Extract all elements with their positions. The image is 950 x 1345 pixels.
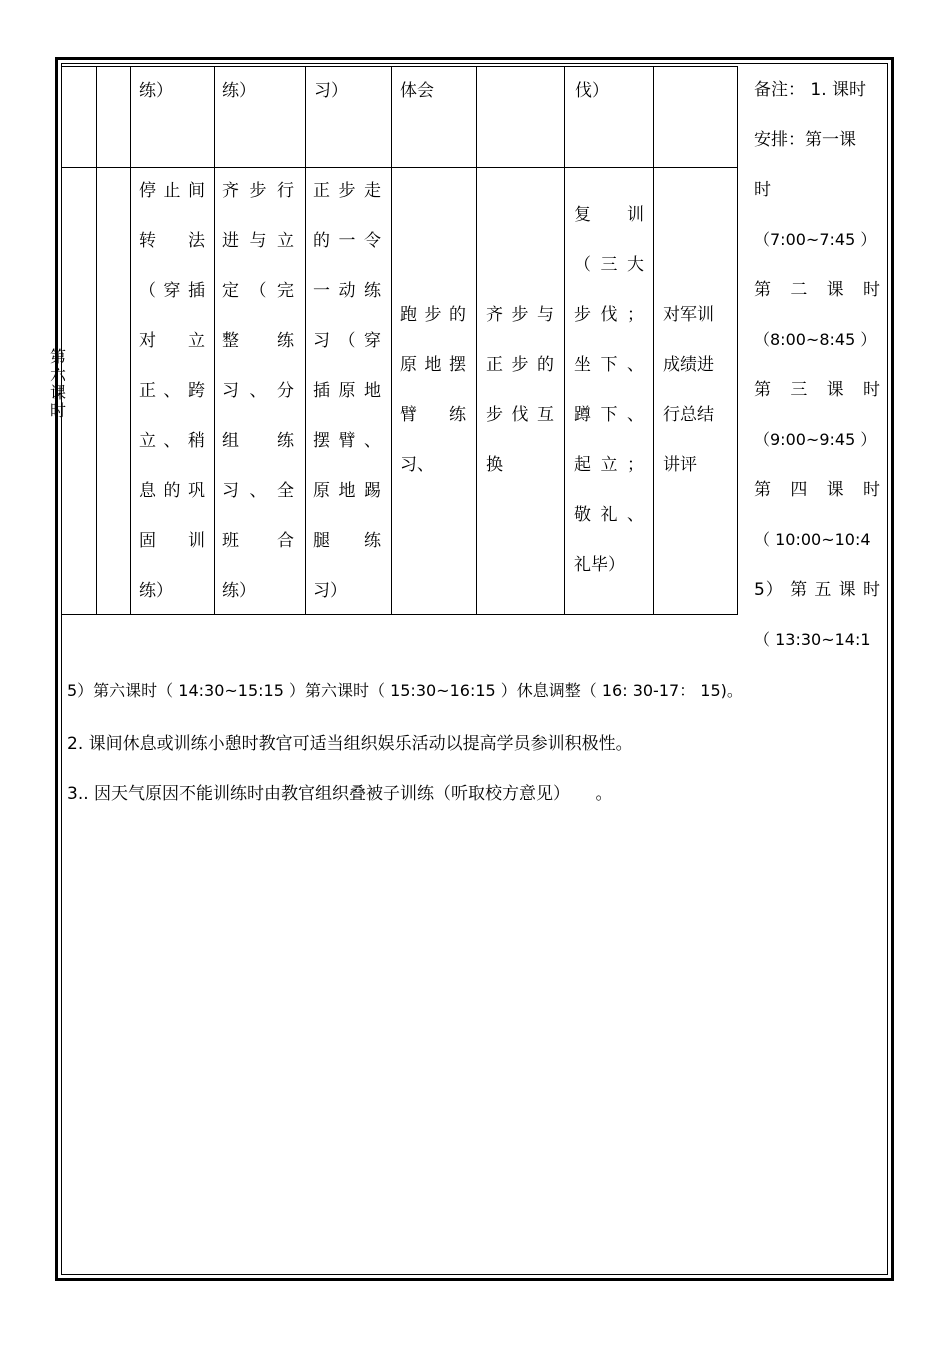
cell-line: 成绩进 xyxy=(663,355,714,375)
cell-line: 敬礼、 xyxy=(574,505,644,525)
grid-line xyxy=(476,66,477,614)
cell-line: 蹲下、 xyxy=(574,405,644,425)
cell-line: 习、全 xyxy=(222,481,294,501)
notes-line: （9:00~9:45 ） xyxy=(754,430,877,449)
cell-line: 停止间 xyxy=(139,181,205,201)
cell-line: 起立； xyxy=(574,455,644,475)
grid-line xyxy=(391,66,392,614)
cell-line: 讲评 xyxy=(663,455,697,475)
cell-line: 原地踢 xyxy=(313,481,381,501)
cell-line: 组 练 xyxy=(222,431,294,451)
cell-line: 习、分 xyxy=(222,381,294,401)
session-label xyxy=(48,348,68,420)
grid-line xyxy=(737,66,738,614)
cell-line: 插原地 xyxy=(313,381,381,401)
notes-line: 备注： 1. 课时 xyxy=(754,80,867,100)
grid-line xyxy=(96,66,97,614)
cell-line: 跑步的 xyxy=(400,305,466,325)
grid-line xyxy=(305,66,306,614)
cell-line: 练） xyxy=(139,581,173,601)
row2-cell-h xyxy=(574,190,644,590)
cell-line: 步伐互 xyxy=(486,405,554,425)
cell-line: 腿 练 xyxy=(313,531,381,551)
notes-continuation: 5）第六课时（ 14:30~15:15 ）第六课时（ 15:30~16:15 ）休息调整（ 16: 30-17： 15)。 xyxy=(67,681,743,700)
notes-item-3: 3.. 因天气原因不能训练时由教官组织叠被子训练（听取校方意见） 。 xyxy=(67,784,613,804)
cell-line: 正、跨 xyxy=(139,381,205,401)
row1-cell-d: 练） xyxy=(222,81,256,101)
notes-line: （7:00~7:45 ） xyxy=(754,230,877,249)
row1-cell-e: 习） xyxy=(314,81,348,101)
grid-line xyxy=(130,66,131,614)
notes-line: （ 10:00~10:4 xyxy=(754,530,871,549)
cell-line: 班 合 xyxy=(222,531,294,551)
cell-line: 定（完 xyxy=(222,281,294,301)
grid-line xyxy=(214,66,215,614)
cell-line: 行总结 xyxy=(663,405,714,425)
cell-line: 齐步与 xyxy=(486,305,554,325)
cell-line: 摆臂、 xyxy=(313,431,381,451)
cell-line: 对 立 xyxy=(139,331,205,351)
cell-line: 礼毕） xyxy=(574,555,625,575)
notes-line: 5） 第 五 课 时 xyxy=(754,580,880,600)
cell-line: 对军训 xyxy=(663,305,714,325)
session-label-char: 时 xyxy=(49,401,66,420)
row2-cell-f xyxy=(400,290,466,490)
cell-line: 整 练 xyxy=(222,331,294,351)
cell-line: 换 xyxy=(486,455,503,475)
grid-line xyxy=(564,66,565,614)
cell-line: 进与立 xyxy=(222,231,294,251)
cell-line: 一动练 xyxy=(313,281,381,301)
cell-line: （三大 xyxy=(574,255,644,275)
row2-cell-i xyxy=(663,290,714,490)
cell-line: 练） xyxy=(222,581,256,601)
cell-line: 习（穿 xyxy=(313,331,381,351)
notes-line: 时 xyxy=(754,180,771,200)
cell-line: （穿插 xyxy=(139,281,205,301)
notes-line: 安排：第一课 xyxy=(754,130,856,150)
grid-line xyxy=(653,66,654,614)
cell-line: 习、 xyxy=(400,455,434,475)
row1-cell-h: 伐） xyxy=(575,81,609,101)
row2-cell-c xyxy=(139,166,205,616)
row1-cell-f: 体会 xyxy=(400,81,434,101)
notes-line: 第 二 课 时 xyxy=(754,280,880,300)
cell-line: 原地摆 xyxy=(400,355,466,375)
cell-line: 臂 练 xyxy=(400,405,466,425)
notes-line: 第 四 课 时 xyxy=(754,480,880,500)
cell-line: 正步的 xyxy=(486,355,554,375)
cell-line: 固 训 xyxy=(139,531,205,551)
cell-line: 坐下、 xyxy=(574,355,644,375)
row2-cell-g xyxy=(486,290,554,490)
row2-cell-e xyxy=(313,166,381,616)
notes-line: （ 13:30~14:1 xyxy=(754,630,871,649)
notes-line: 第 三 课 时 xyxy=(754,380,880,400)
session-label-char: 六 xyxy=(49,365,66,384)
cell-line: 立、稍 xyxy=(139,431,205,451)
session-label-char: 第 xyxy=(49,347,66,366)
cell-line: 正步走 xyxy=(313,181,381,201)
cell-line: 的一令 xyxy=(313,231,381,251)
cell-line: 复 训 xyxy=(574,205,644,225)
notes-line: （8:00~8:45 ） xyxy=(754,330,877,349)
notes-column xyxy=(754,65,880,665)
cell-line: 转 法 xyxy=(139,231,205,251)
cell-line: 齐步行 xyxy=(222,181,294,201)
notes-item-2: 2. 课间休息或训练小憩时教官可适当组织娱乐活动以提高学员参训积极性。 xyxy=(67,734,633,754)
cell-line: 习） xyxy=(313,581,347,601)
row1-cell-c: 练） xyxy=(139,81,173,101)
session-label-char: 课 xyxy=(49,383,66,402)
row2-cell-d xyxy=(222,166,294,616)
cell-line: 息的巩 xyxy=(139,481,205,501)
cell-line: 步伐； xyxy=(574,305,644,325)
